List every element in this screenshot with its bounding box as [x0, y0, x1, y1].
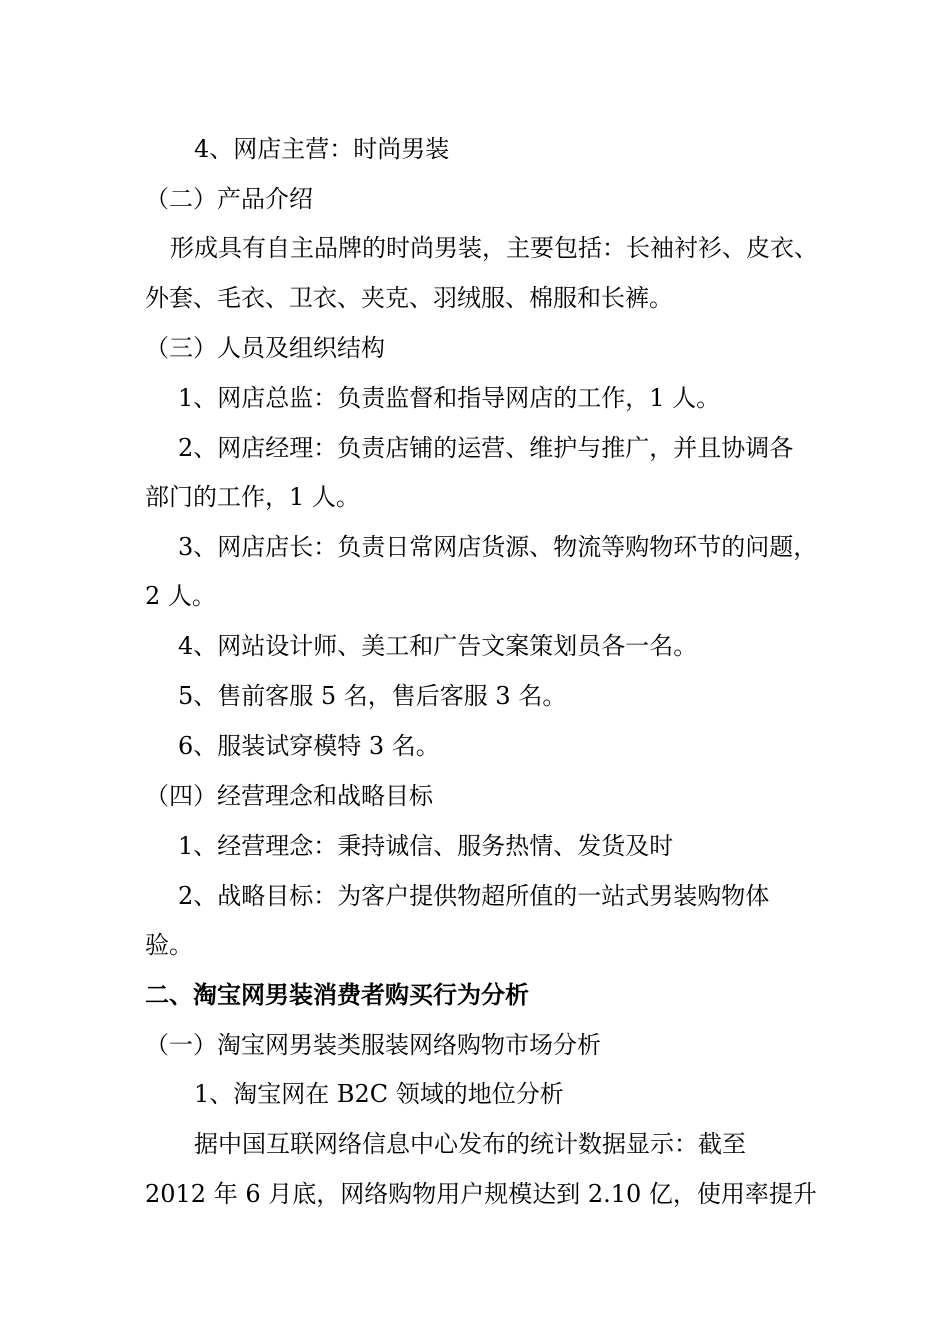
- subsection-heading-staff-structure: （三）人员及组织结构: [145, 334, 385, 362]
- subsection-heading-market-analysis: （一）淘宝网男装类服装网络购物市场分析: [145, 1031, 601, 1059]
- section-line-shop-main-business: 4、网店主营：时尚男装: [194, 135, 450, 163]
- list-item-customer-service: 5、售前客服 5 名，售后客服 3 名。: [178, 682, 567, 710]
- paragraph-line-product-1: 形成具有自主品牌的时尚男装，主要包括：长袖衬衫、皮衣、: [170, 234, 818, 262]
- paragraph-line-statistics-2: 2012 年 6 月底，网络购物用户规模达到 2.10 亿，使用率提升: [145, 1180, 817, 1208]
- list-item-designers: 4、网站设计师、美工和广告文案策划员各一名。: [178, 632, 698, 660]
- paragraph-line-product-2: 外套、毛衣、卫衣、夹克、羽绒服、棉服和长裤。: [145, 284, 673, 312]
- subsection-heading-product-intro: （二）产品介绍: [145, 185, 313, 213]
- list-item-manager-line-2: 部门的工作，1 人。: [145, 483, 360, 511]
- list-item-models: 6、服装试穿模特 3 名。: [178, 732, 440, 760]
- paragraph-line-statistics-1: 据中国互联网络信息中心发布的统计数据显示：截至: [194, 1130, 746, 1158]
- list-item-store-head-line-1: 3、网店店长：负责日常网店货源、物流等购物环节的问题，: [178, 533, 818, 561]
- list-item-goal-line-2: 验。: [145, 931, 193, 959]
- list-item-philosophy: 1、经营理念：秉持诚信、服务热情、发货及时: [178, 832, 674, 860]
- item-heading-b2c-position: 1、淘宝网在 B2C 领域的地位分析: [194, 1080, 564, 1108]
- section-heading-consumer-analysis: 二、淘宝网男装消费者购买行为分析: [145, 980, 529, 1009]
- subsection-heading-philosophy-goals: （四）经营理念和战略目标: [145, 782, 433, 810]
- list-item-manager-line-1: 2、网店经理：负责店铺的运营、维护与推广，并且协调各: [178, 434, 794, 462]
- list-item-director: 1、网店总监：负责监督和指导网店的工作，1 人。: [178, 384, 721, 412]
- list-item-store-head-line-2: 2 人。: [145, 582, 216, 610]
- list-item-goal-line-1: 2、战略目标：为客户提供物超所值的一站式男装购物体: [178, 882, 770, 910]
